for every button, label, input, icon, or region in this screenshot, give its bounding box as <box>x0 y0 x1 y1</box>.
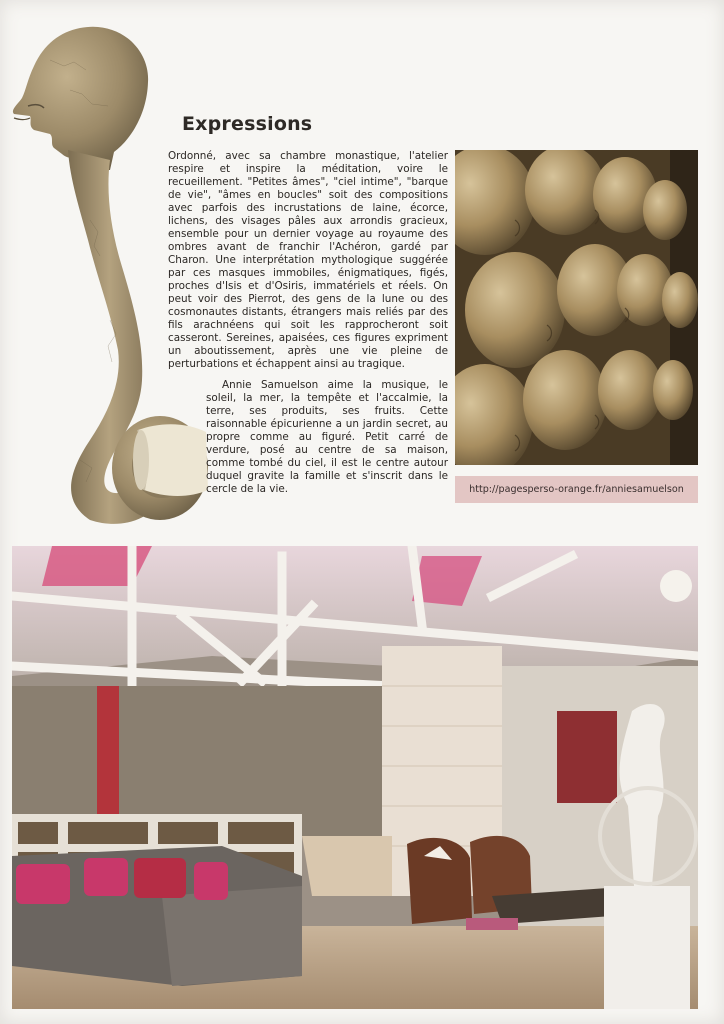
loft-interior-illustration <box>12 546 698 1009</box>
masks-wall-photo <box>455 150 698 465</box>
article-paragraph-2: Annie Samuelson aime la musique, le soleil, la mer, la tempête et l'accalmie, la terre, ses produits, ses fruits. Cette raisonnable épicurienne a un jardin secret, au propre comme au figuré. Petit carré de verdure, posé au centre de sa maison, comme tombé du ciel, il est le centre autour duquel gravite la famille et s'inscrit dans le cercle de la vie. <box>206 379 448 495</box>
article-heading: Expressions <box>182 113 313 135</box>
website-url[interactable]: http://pagesperso-orange.fr/anniesamuelson <box>469 484 684 495</box>
article-paragraph-1: Ordonné, avec sa chambre monastique, l'atelier respire et inspire la méditation, voire le recueillement. "Petites âmes", "ciel intime", "barque de vie", "âmes en boucles" soit des compositions avec parfois des incrustations de laine, écorce, lichens, des visages pâles aux arrondis gracieux, ensemble pour un dernier voyage au royaume des ombres avant de franchir l'Achéron, gardé par Charon. Une interprétation mythologique suggérée par ces masques immobiles, énigmatiques, figés, proches d'Isis et d'Osiris, immatériels et réels. On peut voir des Pierrot, des gens de la lune ou des cosmonautes distants, étrangers mais reliés par des fils arachnéens qui soit les rapprocheront soit casseront. Sereines, apaisées, ces figures expriment un aboutissement, après une vie pleine de perturbations et échappent ainsi au tragique. <box>168 150 448 370</box>
loft-interior-photo <box>12 546 698 1009</box>
website-caption <box>455 476 698 503</box>
masks-wall-illustration <box>455 150 698 465</box>
